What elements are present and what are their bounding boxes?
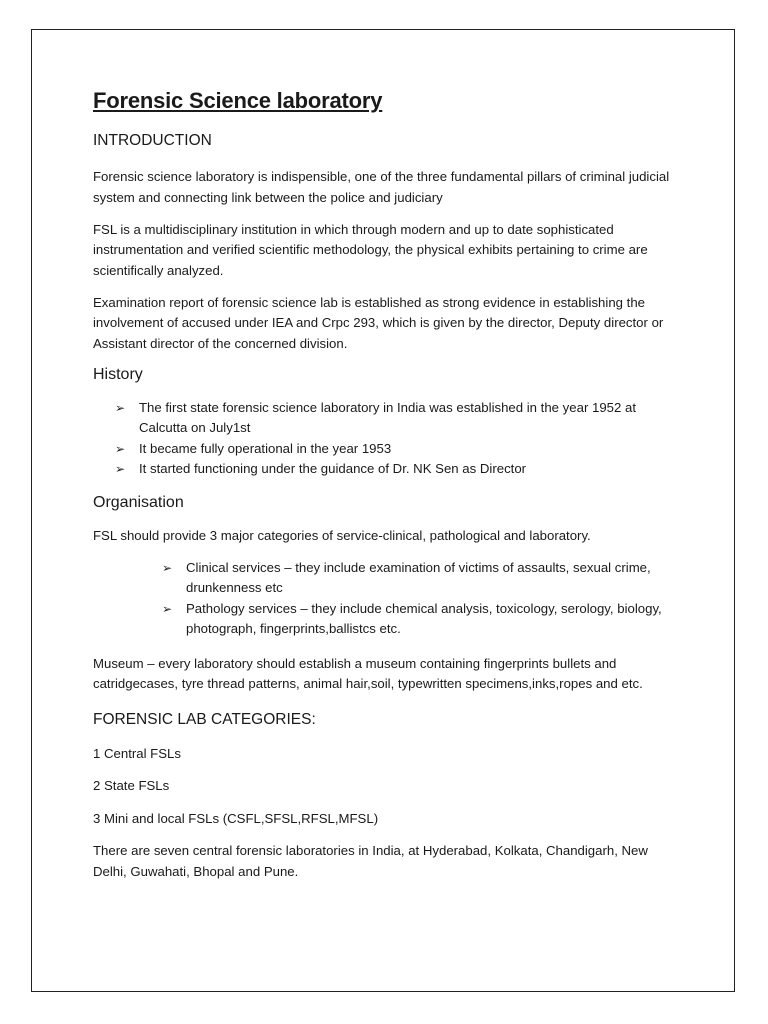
organisation-item-text: Pathology services – they include chemical analysis, toxicology, serology, biology, photograph, fingerprints,ballistcs etc.	[186, 600, 662, 636]
history-item-text: The first state forensic science laboratory in India was established in the year 1952 at Calcutta on July1st	[139, 399, 636, 435]
introduction-heading: INTRODUCTION	[93, 132, 212, 149]
history-list-item	[93, 459, 683, 480]
organisation-list	[93, 558, 683, 640]
document-body	[93, 88, 683, 894]
arrowhead-bullet-icon: ➢	[162, 601, 173, 616]
organisation-list-item	[93, 558, 683, 599]
arrowhead-bullet-icon: ➢	[162, 560, 173, 575]
category-item: 3 Mini and local FSLs (CSFL,SFSL,RFSL,MFSL)	[93, 810, 379, 826]
history-item-text: It became fully operational in the year 1953	[139, 440, 392, 456]
intro-paragraph-3: Examination report of forensic science lab is established as strong evidence in establishing the involvement of accused under IEA and Crpc 293, which is given by the director, Deputy director or Assistant director of the concerned division.	[93, 294, 664, 351]
document-title: Forensic Science laboratory	[93, 88, 383, 113]
arrowhead-bullet-icon: ➢	[115, 462, 126, 476]
history-list	[93, 398, 683, 480]
organisation-item-text: Clinical services – they include examination of victims of assaults, sexual crime, drunkenness etc	[186, 559, 651, 595]
history-list-item	[93, 398, 683, 439]
arrowhead-bullet-icon: ➢	[115, 400, 126, 415]
intro-paragraph-1: Forensic science laboratory is indispensible, one of the three fundamental pillars of criminal judicial system and connecting link between the police and judiciary	[93, 169, 670, 205]
categories-heading: FORENSIC LAB CATEGORIES:	[93, 710, 316, 728]
museum-paragraph: Museum – every laboratory should establish a museum containing fingerprints bullets and catridgecases, tyre thread patterns, animal hair,soil, typewritten specimens,inks,ropes and etc.	[93, 655, 643, 691]
organisation-intro: FSL should provide 3 major categories of service-clinical, pathological and laboratory.	[93, 527, 591, 543]
history-item-text: It started functioning under the guidance of Dr. NK Sen as Director	[139, 461, 527, 476]
arrowhead-bullet-icon: ➢	[115, 441, 126, 456]
organisation-heading: Organisation	[93, 493, 184, 511]
history-heading: History	[93, 365, 143, 383]
organisation-list-item	[93, 599, 683, 640]
history-list-item	[93, 439, 683, 460]
category-item: 1 Central FSLs	[93, 745, 181, 761]
closing-paragraph: There are seven central forensic laboratories in India, at Hyderabad, Kolkata, Chandigarh, New Delhi, Guwahati, Bhopal and Pune.	[93, 843, 648, 879]
category-item: 2 State FSLs	[93, 778, 170, 793]
intro-paragraph-2: FSL is a multidisciplinary institution in which through modern and up to date sophisticated instrumentation and verified scientific methodology, the physical exhibits pertaining to crime are scientifically analyzed.	[93, 221, 648, 278]
